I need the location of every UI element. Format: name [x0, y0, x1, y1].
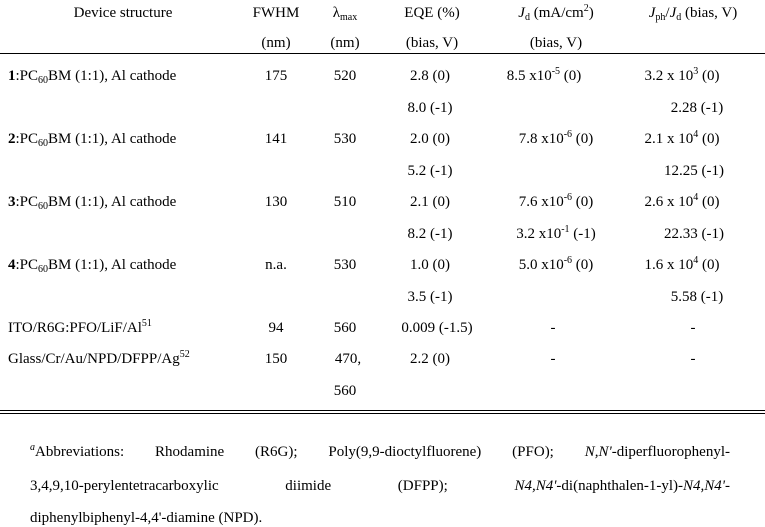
- ratio-bias: (0): [698, 131, 720, 147]
- jd-exponent: -6: [563, 255, 573, 266]
- ratio-bias: (0): [698, 257, 720, 273]
- compound-number: 4: [8, 257, 16, 273]
- device-text: :PC: [15, 194, 39, 210]
- jd-cell: -: [550, 320, 556, 336]
- fwhm-cell: 130: [264, 194, 288, 210]
- header-fwhm: FWHM: [252, 5, 300, 21]
- ratio-mantissa: 1.6 x 10: [644, 257, 694, 273]
- ratio-cell: -: [690, 320, 696, 336]
- device-subscript: 60: [38, 201, 49, 212]
- jd-unit-close: ): [588, 5, 594, 21]
- lambda-subscript: max: [340, 12, 358, 23]
- fwhm-cell: 141: [264, 131, 288, 147]
- lambda-cell: 510: [333, 194, 357, 210]
- compound-number: 1: [8, 68, 16, 84]
- jd-subscript: d: [524, 12, 530, 23]
- footnote-text: -: [725, 478, 730, 494]
- jd-bias: (0): [572, 131, 594, 147]
- device-cell: [8, 319, 152, 337]
- jd-mantissa: 7.8 x10: [518, 131, 564, 147]
- reference-marker: 52: [179, 349, 190, 360]
- footnote-line-1: [30, 443, 730, 461]
- fwhm-cell: 94: [268, 320, 284, 336]
- jd-unit: (mA/cm: [529, 5, 584, 21]
- header-lambda-max: [333, 4, 358, 22]
- jd-exponent: -1: [561, 224, 570, 235]
- device-text: BM (1:1), Al cathode: [48, 257, 177, 273]
- header-fwhm-unit: (nm): [261, 35, 291, 51]
- jd-bias: (0): [560, 68, 582, 84]
- device-subscript: 60: [38, 75, 49, 86]
- header-device-structure: Device structure: [73, 5, 173, 21]
- jd-cell: [507, 67, 582, 85]
- jd-mantissa: 3.2 x10: [516, 226, 562, 242]
- ratio-cell: [645, 193, 720, 211]
- device-text: ITO/R6G:PFO/LiF/Al: [8, 320, 142, 336]
- device-text: :PC: [15, 131, 39, 147]
- compound-number: 2: [8, 131, 16, 147]
- jd-bias: (0): [572, 257, 594, 273]
- ratio-unit: (bias, V): [681, 5, 738, 21]
- fwhm-cell: 150: [264, 351, 288, 367]
- jd-exponent: -6: [563, 192, 573, 203]
- header-jd: [518, 4, 593, 22]
- device-text: BM (1:1), Al cathode: [48, 194, 177, 210]
- footnote-mark: a: [30, 442, 35, 453]
- ratio-cell: -: [690, 351, 696, 367]
- ratio-exponent: 3: [693, 66, 699, 77]
- eqe-cell: 3.5 (-1): [407, 289, 453, 305]
- ratio-exponent: 4: [693, 192, 699, 203]
- jd-cell: [516, 225, 596, 243]
- ratio-slash: /: [665, 5, 670, 21]
- device-text: BM (1:1), Al cathode: [48, 131, 177, 147]
- device-cell: [8, 67, 176, 85]
- header-eqe: EQE (%): [404, 5, 460, 21]
- jd-mantissa: 8.5 x10: [506, 68, 552, 84]
- device-subscript: 60: [38, 138, 49, 149]
- ratio-exponent: 4: [693, 255, 699, 266]
- eqe-cell: 1.0 (0): [410, 257, 450, 273]
- header-jph-jd: [649, 4, 737, 22]
- jd2-subscript: d: [676, 12, 682, 23]
- table-bottom-rule: [0, 410, 765, 411]
- ratio-cell: 22.33 (-1): [664, 226, 724, 242]
- footnote-italic: N4,N4': [683, 478, 725, 494]
- jd-cell: [519, 130, 594, 148]
- footnote-text: Abbreviations: Rhodamine (R6G); Poly(9,9-dioctylfluorene) (PFO);: [35, 444, 585, 460]
- footnote-text: -di(naphthalen-1-yl)-: [556, 478, 684, 494]
- footnote-top-rule: [0, 413, 765, 414]
- jd-symbol: J: [518, 5, 525, 21]
- lambda-cell: 520: [333, 68, 357, 84]
- reference-marker: 51: [141, 318, 152, 329]
- ratio-cell: [645, 67, 720, 85]
- header-bottom-rule: [0, 53, 765, 54]
- device-text: Glass/Cr/Au/NPD/DFPP/Ag: [8, 351, 180, 367]
- lambda-cell: 560: [333, 320, 357, 336]
- eqe-cell: 2.1 (0): [410, 194, 450, 210]
- eqe-cell: 8.2 (-1): [407, 226, 453, 242]
- jd-mantissa: 5.0 x10: [518, 257, 564, 273]
- ratio-cell: 2.28 (-1): [670, 100, 724, 116]
- jph-subscript: ph: [655, 12, 666, 23]
- lambda-symbol: λ: [332, 5, 341, 21]
- lambda-cell: 530: [333, 257, 357, 273]
- jd-mantissa: 7.6 x10: [518, 194, 564, 210]
- eqe-cell: 8.0 (-1): [407, 100, 453, 116]
- jd-exponent: -5: [551, 66, 561, 77]
- ratio-mantissa: 2.6 x 10: [644, 194, 694, 210]
- lambda-cell: 470,: [334, 351, 362, 367]
- fwhm-cell: n.a.: [265, 257, 287, 273]
- jph-symbol: J: [648, 5, 656, 21]
- device-text: :PC: [15, 68, 39, 84]
- jd-exponent: -6: [563, 129, 573, 140]
- jd2-symbol: J: [669, 5, 677, 21]
- jd-cell: [519, 256, 594, 274]
- device-cell: [8, 350, 190, 368]
- header-jd-unit: (bias, V): [529, 35, 583, 51]
- ratio-bias: (0): [698, 68, 720, 84]
- eqe-cell: 2.0 (0): [410, 131, 450, 147]
- jd-bias: (-1): [569, 226, 596, 242]
- jd-bias: (0): [572, 194, 594, 210]
- device-cell: [8, 193, 176, 211]
- ratio-cell: 12.25 (-1): [664, 163, 724, 179]
- ratio-bias: (0): [698, 194, 720, 210]
- ratio-cell: 5.58 (-1): [670, 289, 724, 305]
- device-text: :PC: [15, 257, 39, 273]
- eqe-cell: 2.2 (0): [410, 351, 450, 367]
- footnote-line-3: diphenylbiphenyl-4,4'-diamine (NPD).: [30, 510, 263, 526]
- header-eqe-unit: (bias, V): [405, 35, 459, 51]
- eqe-cell: 0.009 (-1.5): [401, 320, 473, 336]
- footnote-line-2: [30, 477, 730, 495]
- ratio-cell: [645, 256, 720, 274]
- lambda-cell: 530: [333, 131, 357, 147]
- ratio-exponent: 4: [693, 129, 699, 140]
- lambda-cell: 560: [333, 383, 357, 399]
- jd-unit-sup: 2: [583, 3, 589, 14]
- eqe-cell: 2.8 (0): [410, 68, 450, 84]
- footnote-text: 3,4,9,10-perylentetracarboxylic diimide (DFPP);: [30, 478, 515, 494]
- ratio-mantissa: 3.2 x 10: [644, 68, 694, 84]
- footnote-italic: N4,N4': [514, 478, 557, 494]
- jd-cell: -: [550, 351, 556, 367]
- compound-number: 3: [8, 194, 16, 210]
- header-lambda-unit: (nm): [330, 35, 360, 51]
- fwhm-cell: 175: [264, 68, 288, 84]
- eqe-cell: 5.2 (-1): [407, 163, 453, 179]
- device-subscript: 60: [38, 264, 49, 275]
- jd-cell: [519, 193, 594, 211]
- device-text: BM (1:1), Al cathode: [48, 68, 177, 84]
- ratio-cell: [645, 130, 720, 148]
- footnote-text: -diperfluorophenyl-: [611, 444, 730, 460]
- device-cell: [8, 130, 176, 148]
- device-cell: [8, 256, 176, 274]
- footnote-italic: N,N': [584, 444, 612, 460]
- ratio-mantissa: 2.1 x 10: [644, 131, 694, 147]
